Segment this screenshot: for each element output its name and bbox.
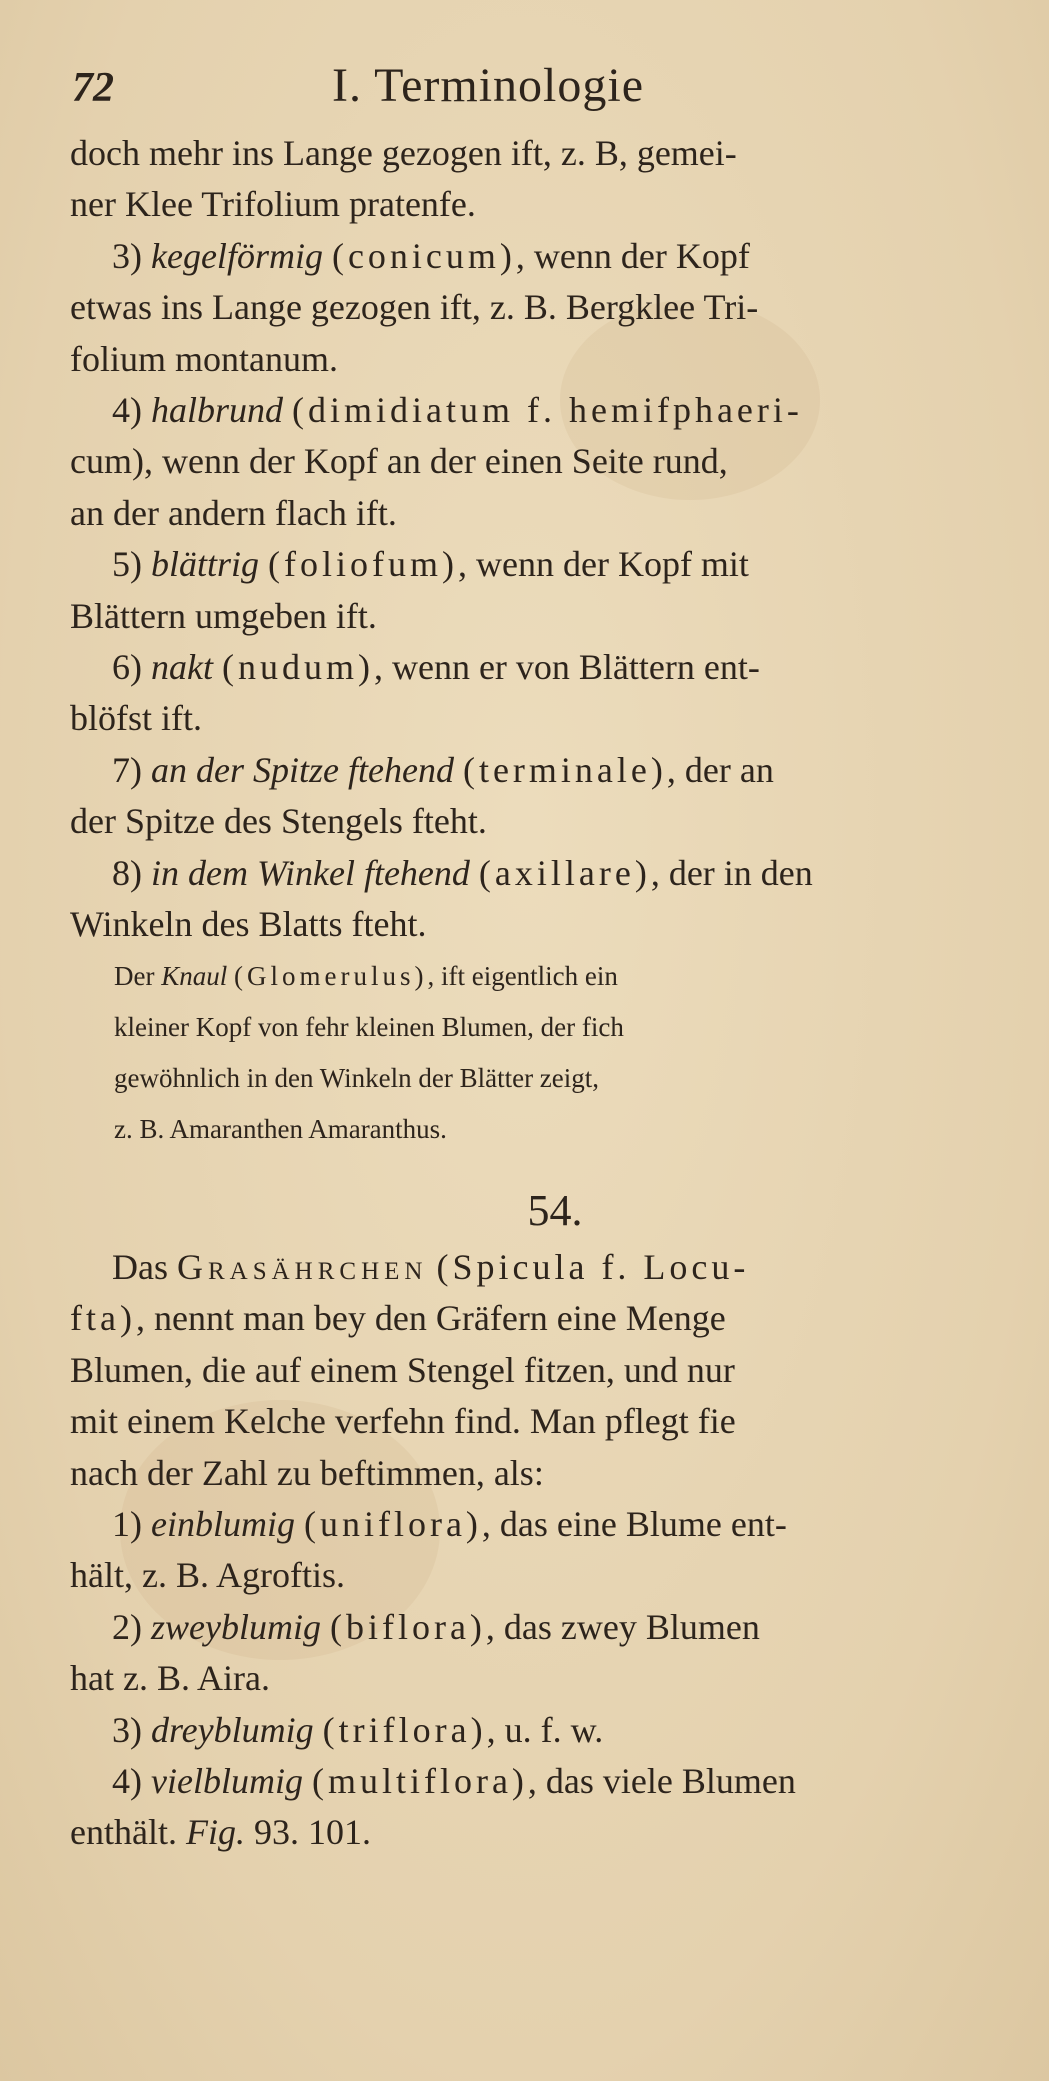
latin-term: (triflora): [322, 1709, 487, 1750]
term: zweyblumig: [151, 1606, 321, 1647]
term: Knaul: [161, 960, 228, 991]
text-line: hat z. B. Aira.: [70, 1658, 270, 1699]
figure-ref: Fig.: [185, 1812, 245, 1853]
list-item: 7) an der Spitze ftehend (terminale), der an: [112, 749, 774, 790]
section-paragraph: Das Grasährchen (Spicula f. Locu-: [112, 1246, 750, 1287]
text-line: ner Klee Trifolium pratenfe.: [70, 184, 476, 225]
term: vielblumig: [151, 1760, 303, 1801]
latin-term: (axillare): [478, 852, 651, 893]
list-item: 2) zweyblumig (biflora), das zwey Blumen: [112, 1606, 760, 1647]
page-number: 72: [72, 65, 114, 111]
term: halbrund: [151, 390, 284, 431]
text-line: cum), wenn der Kopf an der einen Seite rund,: [70, 441, 728, 482]
section-number: 54.: [527, 1185, 583, 1235]
text-line: Winkeln des Blatts fteht.: [70, 904, 427, 945]
list-item: 6) nakt (nudum), wenn er von Blättern ent-: [112, 647, 760, 688]
list-item: 3) kegelförmig (conicum), wenn der Kopf: [112, 235, 750, 276]
term: kegelförmig: [151, 235, 323, 276]
latin-term: (biflora): [329, 1606, 486, 1647]
section-term: Grasährchen: [177, 1246, 428, 1287]
latin-term: (multiflora): [311, 1760, 528, 1801]
term: an der Spitze ftehend: [151, 749, 454, 790]
latin-term: (foliofum): [268, 544, 458, 585]
text-line: an der andern flach ift.: [70, 492, 397, 533]
text-line: Blumen, die auf einem Stengel fitzen, und nur: [70, 1349, 735, 1390]
list-item: 4) vielblumig (multiflora), das viele Blumen: [112, 1760, 796, 1801]
latin-term: (Spicula f. Locu-: [436, 1246, 750, 1287]
text-line: fta), nennt man bey den Gräfern eine Menge: [70, 1298, 726, 1339]
text-line: mit einem Kelche verfehn find. Man pflegt fie: [70, 1401, 736, 1442]
footnote-paragraph: [70, 951, 1000, 1155]
list-item: 5) blättrig (foliofum), wenn der Kopf mit: [112, 544, 749, 585]
text-line: blöfst ift.: [70, 698, 202, 739]
term: blättrig: [151, 544, 260, 585]
text-line: Blättern umgeben ift.: [70, 595, 377, 636]
latin-term: (conicum): [331, 235, 516, 276]
text-line: doch mehr ins Lange gezogen ift, z. B, gemei-: [70, 133, 737, 173]
latin-term: (dimidiatum f. hemifphaeri-: [292, 390, 803, 431]
text-line: nach der Zahl zu beftimmen, als:: [70, 1452, 544, 1493]
latin-term: (uniflora): [303, 1503, 482, 1544]
latin-term: (Glomerulus): [234, 960, 428, 991]
latin-term: (nudum): [221, 647, 374, 688]
text-line: etwas ins Lange gezogen ift, z. B. Bergklee Tri-: [70, 287, 759, 328]
note-line: z. B. Amaranthen Amaranthus.: [114, 1113, 447, 1144]
note-line: Der Knaul (Glomerulus), ift eigentlich ein: [114, 960, 618, 991]
term: in dem Winkel ftehend: [151, 852, 470, 893]
page-header: [72, 58, 989, 118]
running-title: I. Terminologie: [332, 59, 645, 112]
term: einblumig: [151, 1503, 295, 1544]
term: nakt: [151, 647, 213, 688]
term: dreyblumig: [151, 1709, 314, 1750]
list-item: 3) dreyblumig (triflora), u. f. w.: [112, 1709, 604, 1750]
text-line: der Spitze des Stengels fteht.: [70, 801, 487, 842]
text-line: folium montanum.: [70, 338, 338, 379]
body-text: [70, 128, 1000, 1859]
list-item: 1) einblumig (uniflora), das eine Blume ent-: [112, 1503, 787, 1544]
latin-term: (terminale): [462, 749, 667, 790]
list-item: 8) in dem Winkel ftehend (axillare), der in den: [112, 852, 813, 893]
text-line: hält, z. B. Agroftis.: [70, 1555, 345, 1596]
text-line: enthält. Fig. 93. 101.: [70, 1812, 371, 1853]
note-line: gewöhnlich in den Winkeln der Blätter zeigt,: [114, 1062, 600, 1093]
note-line: kleiner Kopf von fehr kleinen Blumen, der fich: [114, 1011, 624, 1042]
list-item: 4) halbrund (dimidiatum f. hemifphaeri-: [112, 390, 803, 431]
